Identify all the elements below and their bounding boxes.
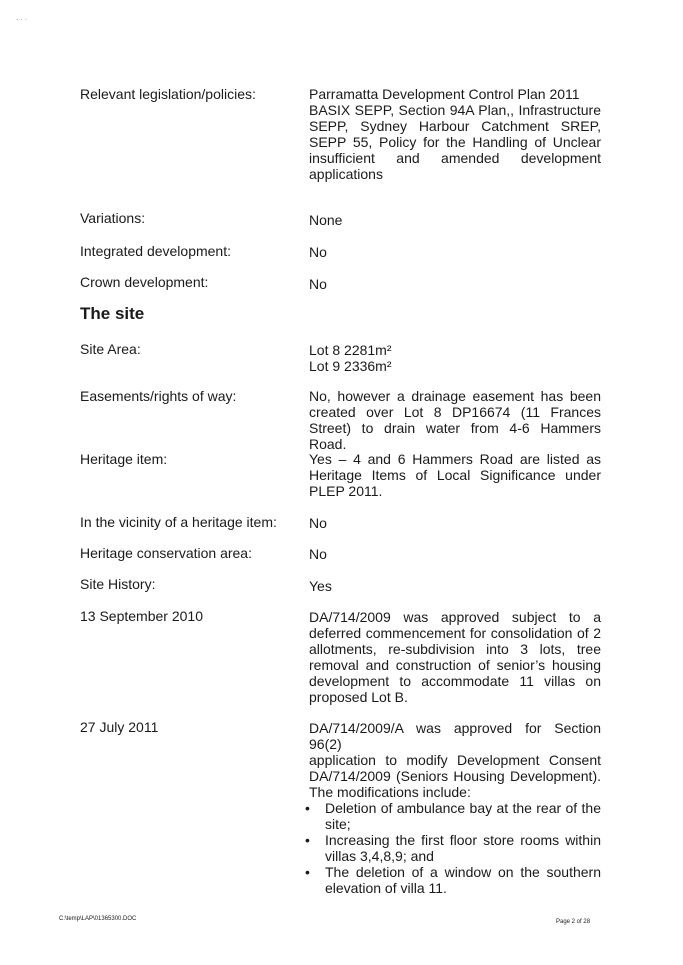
variations-value: None [309, 212, 343, 228]
sep2010-line: allotments, re-subdivision into 3 lots, tree [309, 641, 601, 657]
sep2010-label: 13 September 2010 [80, 608, 203, 624]
legislation-value [309, 86, 601, 182]
list-item-line: The deletion of a window on the southern [325, 864, 601, 880]
sep2010-line: development to accommodate 11 villas on [309, 673, 601, 689]
sep2010-line: removal and construction of senior’s housing [309, 657, 601, 673]
legislation-line: BASIX SEPP, Section 94A Plan,, Infrastructure [309, 102, 601, 118]
site-area-line: Lot 8 2281m² [309, 342, 392, 358]
heritage-item-line: Heritage Items of Local Significance under [309, 467, 601, 483]
section-heading: The site [80, 304, 145, 323]
heritage-item-label: Heritage item: [80, 451, 168, 467]
legislation-line: insufficient and amended development [309, 150, 601, 166]
easements-line: No, however a drainage easement has been [309, 388, 601, 404]
list-item-line: Increasing the first floor store rooms within [325, 832, 601, 848]
heritage-item-line: PLEP 2011. [309, 483, 383, 499]
legislation-line: applications [309, 166, 383, 182]
sep2010-line: DA/714/2009 was approved subject to a [309, 609, 601, 625]
jul2011-line: DA/714/2009 (Seniors Housing Development). [309, 768, 601, 784]
sep2010-line: proposed Lot B. [309, 689, 408, 705]
sep2010-value [309, 609, 601, 705]
list-item-line: villas 3,4,8,9; and [325, 848, 434, 864]
jul2011-line: The modifications include: [309, 784, 471, 800]
legislation-line: SEPP 55, Policy for the Handling of Unclear [309, 134, 601, 150]
legislation-line: SEPP, Sydney Harbour Catchment SREP, [309, 118, 601, 134]
site-area-value [309, 342, 601, 374]
easements-label: Easements/rights of way: [80, 388, 237, 404]
easements-line: created over Lot 8 DP16674 (11 Frances [309, 404, 601, 420]
bullet-icon: • [305, 832, 310, 848]
footer-file-path: C:\temp\LAP\01365300.DOC [59, 916, 137, 922]
list-item-line: Deletion of ambulance bay at the rear of the [325, 800, 601, 816]
vicinity-value: No [309, 515, 327, 531]
list-item-line: site; [325, 816, 351, 832]
bullet-icon: • [305, 864, 310, 880]
jul2011-value [305, 720, 601, 896]
bullet-icon: • [305, 800, 310, 816]
history-label: Site History: [80, 576, 156, 592]
legislation-label: Relevant legislation/policies: [80, 86, 256, 102]
variations-label: Variations: [80, 210, 146, 226]
conservation-label: Heritage conservation area: [80, 545, 252, 561]
easements-value [309, 388, 601, 452]
easements-line: Street) to drain water from 4-6 Hammers Road. [309, 420, 601, 452]
site-area-line: Lot 9 2336m² [309, 358, 392, 374]
jul2011-line: DA/714/2009/A was approved for Section 96(2) [309, 720, 601, 752]
legislation-line: Parramatta Development Control Plan 2011 [309, 86, 580, 102]
list-item [305, 800, 601, 832]
list-item-line: elevation of villa 11. [325, 880, 447, 896]
crown-label: Crown development: [80, 274, 209, 290]
list-item [305, 864, 601, 896]
heritage-item-value [309, 451, 601, 499]
vicinity-label: In the vicinity of a heritage item: [80, 514, 277, 530]
modifications-list [305, 800, 601, 896]
footer-page-number: Page 2 of 28 [556, 919, 591, 925]
crown-value: No [309, 276, 327, 292]
jul2011-line: application to modify Development Consent [309, 752, 601, 768]
list-item [305, 832, 601, 864]
conservation-value: No [309, 546, 327, 562]
site-area-label: Site Area: [80, 341, 141, 357]
sep2010-line: deferred commencement for consolidation of 2 [309, 625, 601, 641]
jul2011-label: 27 July 2011 [80, 719, 159, 735]
scan-marks: . . . [16, 13, 28, 22]
history-value: Yes [309, 578, 332, 594]
integrated-value: No [309, 244, 327, 260]
integrated-label: Integrated development: [80, 243, 231, 259]
heritage-item-line: Yes – 4 and 6 Hammers Road are listed as [309, 451, 601, 467]
